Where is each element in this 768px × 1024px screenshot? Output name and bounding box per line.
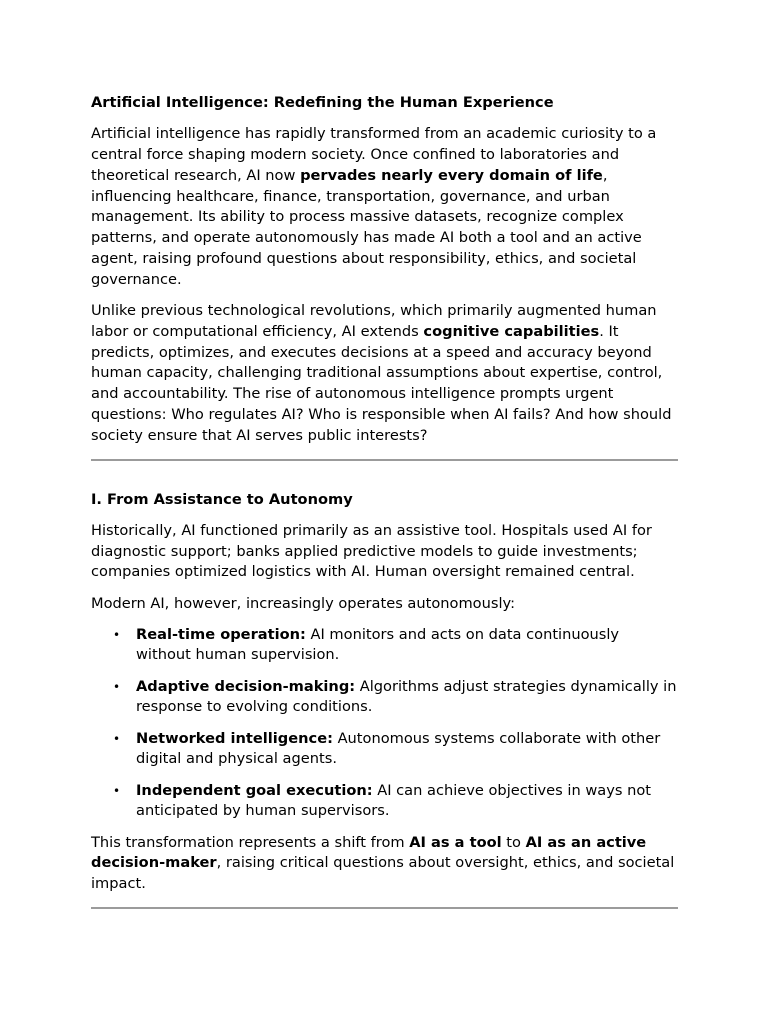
intro-p1-text-2: , influencing healthcare, finance, transportation, governance, and urban management. Its ability to process massive datasets, recognize complex patterns, and operate autonomously has made AI both a tool and an active agent, raising profound questions about responsibility, ethics, and societal governance.: [91, 166, 642, 288]
list-item: [136, 729, 678, 771]
list-item-term: Real-time operation:: [136, 625, 306, 643]
list-item: [136, 781, 678, 823]
intro-p1-bold-1: pervades nearly every domain of life: [300, 166, 603, 184]
list-item-text: Autonomous systems collaborate with other digital and physical agents.: [136, 729, 661, 768]
intro-p2-bold-1: cognitive capabilities: [423, 322, 600, 340]
list-item-text: AI can achieve objectives in ways not anticipated by human supervisors.: [136, 781, 651, 820]
conclusion-text-3: , raising critical questions about oversight, ethics, and societal impact.: [91, 854, 675, 893]
section-1-paragraph-1: Historically, AI functioned primarily as an assistive tool. Hospitals used AI for diagnostic support; banks applied predictive models to guide investments; companies optimized logistics with AI. Human oversight remained central.: [91, 521, 652, 581]
autonomy-features-list: [91, 625, 678, 823]
list-item-term: Networked intelligence:: [136, 729, 333, 747]
list-item-text: AI monitors and acts on data continuously without human supervision.: [136, 625, 620, 664]
conclusion-text-2: to: [501, 833, 526, 851]
document-title: Artificial Intelligence: Redefining the Human Experience: [91, 94, 554, 111]
conclusion-text-1: This transformation represents a shift from: [91, 833, 410, 851]
list-item: [136, 677, 678, 719]
list-item-term: Independent goal execution:: [136, 781, 373, 799]
intro-p2-text-2: . It predicts, optimizes, and executes decisions at a speed and accuracy beyond human capacity, challenging traditional assumptions about expertise, control, and accountability. The rise of autonomous intelligence prompts urgent questions: Who regulates AI? Who is responsible when AI fails? And how should society ensure that AI serves public interests?: [91, 322, 672, 444]
list-item-text: Algorithms adjust strategies dynamically in response to evolving conditions.: [136, 677, 677, 716]
intro-paragraph-1: [91, 124, 678, 290]
section-1-conclusion: [91, 833, 678, 895]
intro-p1-text-1: Artificial intelligence has rapidly transformed from an academic curiosity to a central force shaping modern society. Once confined to laboratories and theoretical research, AI now: [91, 125, 657, 184]
section-1-heading: I. From Assistance to Autonomy: [91, 490, 353, 508]
list-item-term: Adaptive decision-making:: [136, 677, 356, 695]
section-divider-1: [91, 459, 678, 461]
conclusion-bold-2: AI as an active decision-maker: [91, 833, 647, 872]
list-item: [136, 625, 678, 667]
intro-paragraph-2: [91, 301, 678, 447]
intro-p2-text-1: Unlike previous technological revolutions, which primarily augmented human labor or computational efficiency, AI extends: [91, 301, 657, 340]
section-1-paragraph-2: Modern AI, however, increasingly operates autonomously:: [91, 594, 515, 612]
section-divider-2: [91, 907, 678, 909]
conclusion-bold-1: AI as a tool: [409, 833, 502, 851]
